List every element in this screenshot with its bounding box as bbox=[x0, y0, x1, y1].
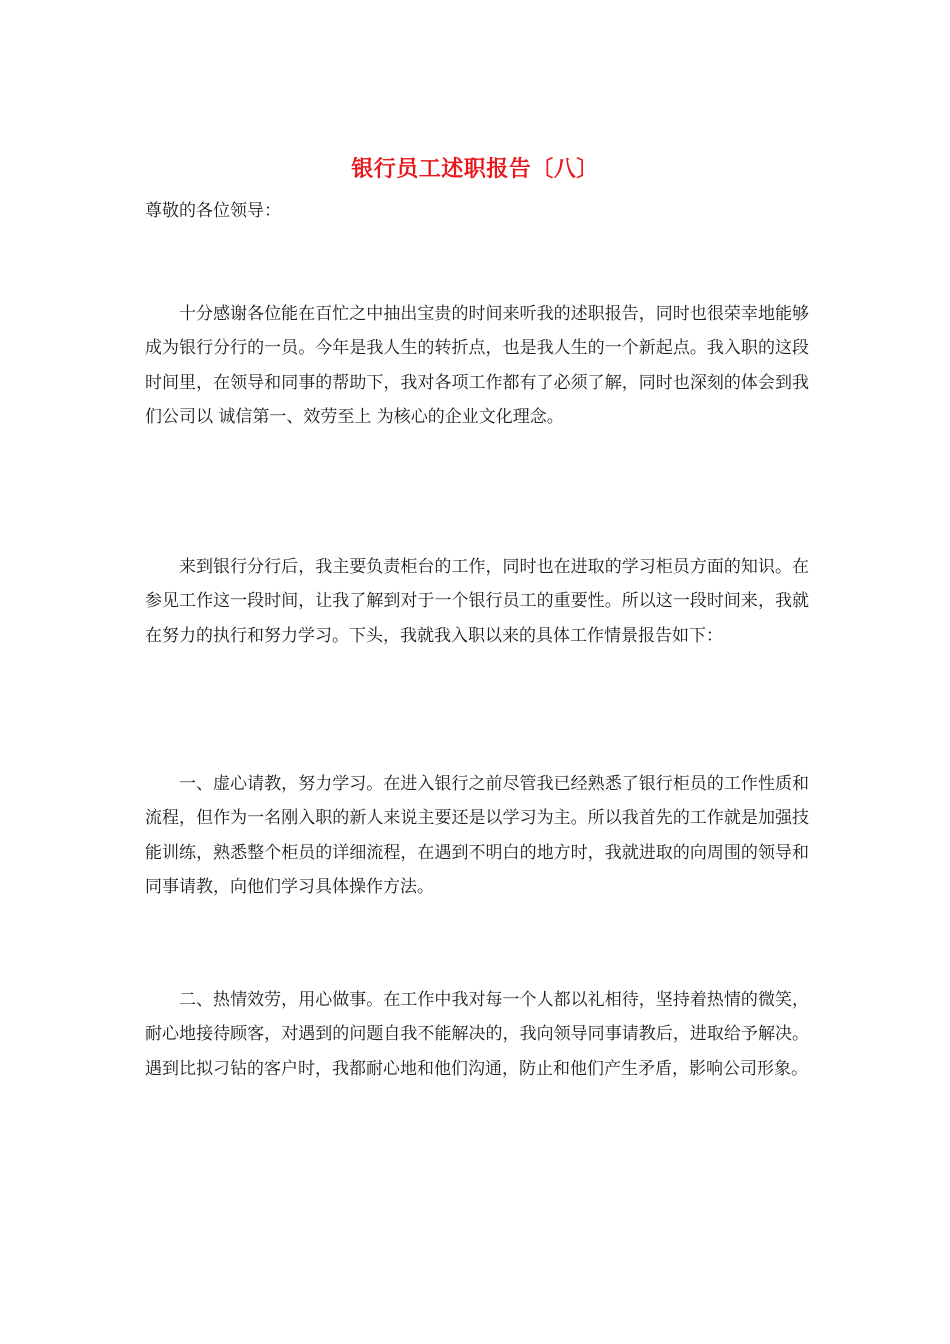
paragraph-2: 来到银行分行后，我主要负责柜台的工作，同时也在进取的学习柜员方面的知识。在参见工作这一段时间，让我了解到对于一个银行员工的重要性。所以这一段时间来，我就在努力的执行和努力学习。下头，我就我入职以来的具体工作情景报告如下： bbox=[145, 557, 809, 646]
paragraph-1: 十分感谢各位能在百忙之中抽出宝贵的时间来听我的述职报告，同时也很荣幸地能够成为银行分行的一员。今年是我人生的转折点，也是我人生的一个新起点。我入职的这段时间里，在领导和同事的帮助下，我对各项工作都有了必须了解，同时也深刻的体会到我们公司以 诚信第一、效劳至上 为核心的企业文化理念。 bbox=[145, 304, 809, 427]
paragraph-3: 一、虚心请教，努力学习。在进入银行之前尽管我已经熟悉了银行柜员的工作性质和流程，但作为一名刚入职的新人来说主要还是以学习为主。所以我首先的工作就是加强技能训练，熟悉整个柜员的详细流程，在遇到不明白的地方时，我就进取的向周围的领导和同事请教，向他们学习具体操作方法。 bbox=[145, 774, 809, 897]
paragraph-4: 二、热情效劳，用心做事。在工作中我对每一个人都以礼相待，坚持着热情的微笑，耐心地接待顾客，对遇到的问题自我不能解决的，我向领导同事请教后，进取给予解决。遇到比拟刁钻的客户时，我都耐心地和他们沟通，防止和他们产生矛盾，影响公司形象。 bbox=[145, 990, 809, 1079]
document-title: 银行员工述职报告〔八〕 bbox=[351, 156, 599, 182]
salutation: 尊敬的各位领导： bbox=[145, 201, 281, 221]
